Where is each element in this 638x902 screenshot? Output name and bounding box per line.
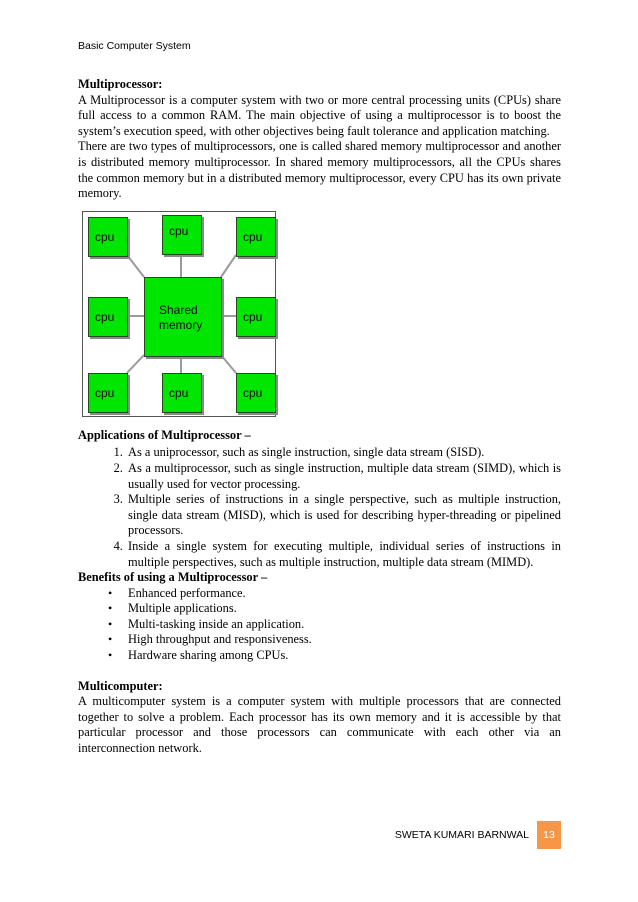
- list-item: • Hardware sharing among CPUs.: [126, 648, 561, 664]
- cpu-box-bottom-left: [88, 373, 128, 413]
- cpu-box-top-left: [88, 217, 128, 257]
- multiprocessor-heading: Multiprocessor:: [78, 77, 163, 91]
- author-name: SWETA KUMARI BARNWAL: [394, 829, 529, 841]
- cpu-box-middle-left: [88, 297, 128, 337]
- list-item: 4. Inside a single system for executing multiple, individual series of instructions in multiple perspectives, such as multiple instruction, multiple data stream (MIMD).: [126, 539, 561, 570]
- page-content: [78, 77, 561, 757]
- shared-memory-label: [159, 303, 209, 333]
- cpu-box-top-center: [162, 215, 202, 255]
- cpu-label: cpu: [95, 309, 115, 324]
- page-number: 13: [537, 821, 561, 849]
- page-footer: [395, 821, 561, 849]
- shared-label-line-1: Shared: [159, 302, 198, 317]
- applications-list: [78, 445, 561, 570]
- list-item: 3. Multiple series of instructions in a single perspective, such as multiple instruction, single data stream (MISD), which is used for describing hyper-threading or pipelined processors.: [126, 492, 561, 539]
- benefits-list: [78, 586, 561, 664]
- multicomputer-heading: Multicomputer:: [78, 678, 163, 693]
- shared-memory-box: [144, 277, 222, 357]
- list-item: • Enhanced performance.: [126, 586, 561, 602]
- cpu-box-bottom-right: [236, 373, 276, 413]
- list-item: 1. As a uniprocessor, such as single instruction, single data stream (SISD).: [126, 445, 561, 461]
- list-item: • High throughput and responsiveness.: [126, 632, 561, 648]
- cpu-label: cpu: [169, 223, 189, 238]
- cpu-label: cpu: [243, 385, 263, 400]
- list-item: • Multiple applications.: [126, 601, 561, 617]
- page-header: Basic Computer System: [78, 40, 191, 52]
- cpu-label: cpu: [95, 229, 115, 244]
- cpu-label: cpu: [243, 229, 263, 244]
- cpu-box-bottom-center: [162, 373, 202, 413]
- cpu-box-top-right: [236, 217, 276, 257]
- cpu-label: cpu: [169, 385, 189, 400]
- shared-memory-diagram: [82, 211, 282, 421]
- cpu-label: cpu: [243, 309, 263, 324]
- list-item: • Multi-tasking inside an application.: [126, 617, 561, 633]
- multiprocessor-paragraph-2: There are two types of multiprocessors, one is called shared memory multiprocessor and another is distributed memory multiprocessor. In shared memory multiprocessors, all the CPUs shares the common memory but in a distributed memory multiprocessor, every CPU has its own private memory.: [78, 139, 561, 201]
- shared-label-line-2: memory: [159, 317, 203, 332]
- multicomputer-paragraph: A multicomputer system is a computer system with multiple processors that are connected together to solve a problem. Each processor has its own memory and it is accessible by that particular processor and those processors can communicate with each other via an interconnection network.: [78, 694, 561, 756]
- cpu-label: cpu: [95, 385, 115, 400]
- list-item: 2. As a multiprocessor, such as single instruction, multiple data stream (SIMD), which is usually used for vector processing.: [126, 461, 561, 492]
- applications-heading: Applications of Multiprocessor –: [78, 427, 251, 442]
- multiprocessor-paragraph-1: A Multiprocessor is a computer system with two or more central processing units (CPUs) share full access to a common RAM. The main objective of using a multiprocessor is to boost the system’s execution speed, with other objectives being fault tolerance and application matching.: [78, 92, 561, 138]
- cpu-box-middle-right: [236, 297, 276, 337]
- benefits-heading: Benefits of using a Multiprocessor –: [78, 570, 268, 585]
